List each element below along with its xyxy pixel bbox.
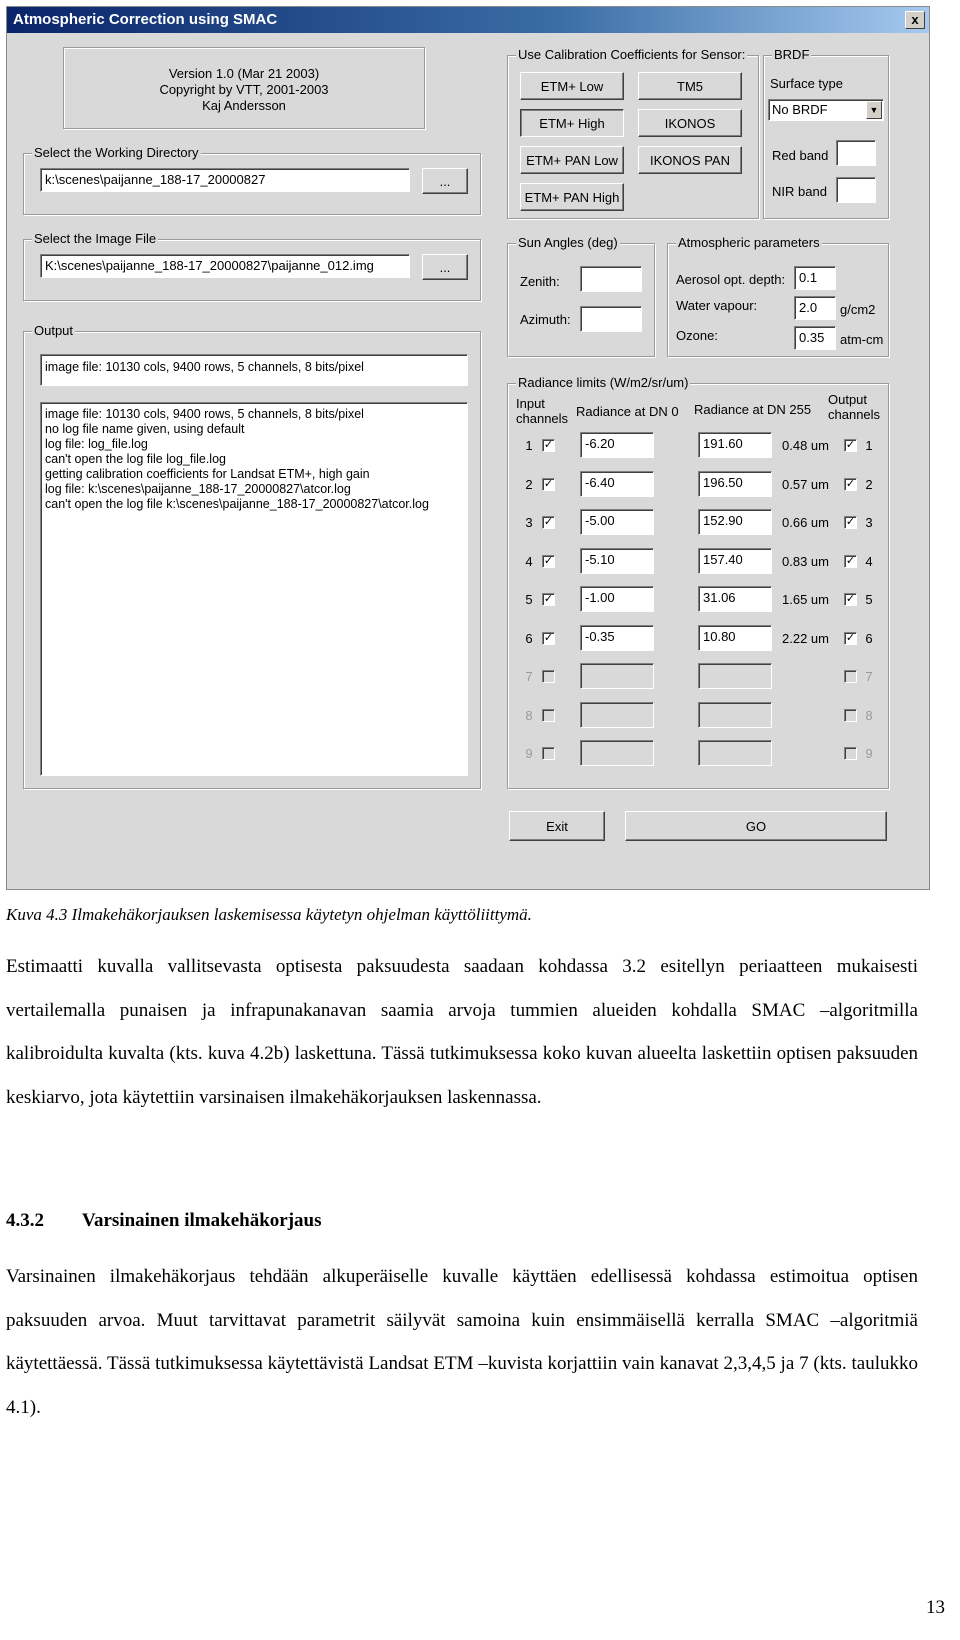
red-band-input[interactable]: [836, 140, 876, 166]
radiance-row-7: [508, 663, 888, 693]
radiance-dn0-input[interactable]: -0.35: [580, 625, 654, 651]
output-channel-checkbox[interactable]: ✓: [845, 516, 856, 528]
output-channel-checkbox[interactable]: [844, 670, 857, 683]
input-channel-number: 6: [525, 630, 533, 646]
channel-wavelength: 0.66 um: [782, 515, 829, 530]
exit-button[interactable]: Exit: [509, 811, 605, 841]
water-vapour-unit: g/cm2: [840, 302, 876, 317]
channel-wavelength: 0.83 um: [782, 553, 829, 569]
radiance-dn0-input[interactable]: -5.10: [580, 548, 654, 574]
radiance-row-4: [508, 548, 888, 578]
input-channel-number: 2: [525, 476, 533, 492]
go-button[interactable]: GO: [625, 811, 887, 841]
output-channel-number: 1: [865, 438, 873, 453]
working-directory-group: [23, 145, 481, 215]
input-channel-checkbox[interactable]: ✓: [543, 554, 554, 567]
ozone-label: Ozone:: [676, 328, 718, 343]
output-channel-checkbox[interactable]: ✓: [845, 631, 856, 644]
input-channel-number: 3: [525, 515, 533, 530]
radiance-row-1: [508, 432, 888, 462]
input-channels-header-2: channels: [516, 411, 569, 426]
figure-caption: Kuva 4.3 Ilmakehäkorjauksen laskemisessa käytetyn ohjelman käyttöliittymä.: [6, 905, 532, 924]
smac-window: [6, 6, 930, 890]
working-directory-title: Select the Working Directory: [34, 145, 199, 160]
input-channel-checkbox[interactable]: ✓: [543, 516, 554, 528]
output-channel-checkbox[interactable]: ✓: [845, 477, 856, 490]
radiance-dn0-input[interactable]: -5.00: [580, 509, 654, 535]
surface-type-select[interactable]: [768, 99, 884, 121]
output-channel-checkbox[interactable]: ✓: [845, 439, 856, 451]
output-channel-number: 9: [865, 746, 873, 761]
browse-directory-button[interactable]: ...: [422, 168, 468, 194]
channel-wavelength: 2.22 um: [782, 630, 829, 646]
output-channel-number: 4: [865, 553, 873, 569]
output-channel-number: 6: [865, 630, 873, 646]
etm-low-button[interactable]: ETM+ Low: [520, 72, 624, 100]
brdf-group: [763, 47, 889, 219]
surface-type-label: Surface type: [770, 76, 843, 91]
section-title: Varsinainen ilmakehäkorjaus: [82, 1210, 322, 1231]
input-channel-number: 7: [525, 669, 533, 684]
input-channel-number: 1: [525, 438, 533, 453]
radiance-dn255-input[interactable]: [698, 702, 772, 728]
etm-pan-high-button[interactable]: ETM+ PAN High: [520, 183, 624, 211]
radiance-dn0-input[interactable]: -1.00: [580, 586, 654, 612]
radiance-dn0-header: Radiance at DN 0: [576, 404, 679, 419]
radiance-row-3: [508, 509, 888, 539]
calibration-group: [507, 47, 759, 219]
section-heading: [6, 1210, 918, 1232]
output-channel-number: 2: [865, 476, 873, 492]
radiance-dn255-input[interactable]: 31.06: [698, 586, 772, 612]
image-file-title: Select the Image File: [34, 231, 157, 246]
radiance-dn0-input[interactable]: [580, 663, 654, 689]
azimuth-input[interactable]: [580, 306, 642, 332]
radiance-dn255-input[interactable]: 191.60: [698, 432, 772, 458]
copyright-text: Copyright by VTT, 2001-2003: [159, 82, 329, 97]
channel-wavelength: 1.65 um: [782, 592, 829, 607]
atmospheric-parameters-group: [667, 235, 889, 357]
radiance-limits-title: Radiance limits (W/m2/sr/um): [518, 375, 689, 390]
azimuth-label: Azimuth:: [520, 312, 571, 327]
input-channels-header-1: Input: [516, 396, 545, 411]
output-title: Output: [34, 323, 74, 338]
input-channel-checkbox[interactable]: ✓: [543, 593, 554, 605]
radiance-dn255-header: Radiance at DN 255: [694, 402, 812, 417]
radiance-dn0-input[interactable]: -6.40: [580, 471, 654, 497]
radiance-dn255-input[interactable]: [698, 663, 772, 689]
input-channel-checkbox[interactable]: [542, 709, 555, 722]
output-channel-number: 5: [865, 592, 873, 607]
image-file-group: [23, 231, 481, 301]
radiance-row-6: [508, 625, 888, 655]
ikonos-pan-button[interactable]: IKONOS PAN: [638, 146, 742, 174]
page-number: 13: [926, 1597, 945, 1618]
radiance-dn0-input[interactable]: -6.20: [580, 432, 654, 458]
output-group: [23, 323, 481, 789]
ozone-input[interactable]: 0.35: [794, 326, 836, 350]
browse-image-button[interactable]: ...: [422, 254, 468, 280]
zenith-input[interactable]: [580, 266, 642, 292]
input-channel-checkbox[interactable]: ✓: [543, 477, 554, 490]
image-file-input[interactable]: K:\scenes\paijanne_188-17_20000827\paijanne_012.img: [40, 254, 410, 278]
version-text: Version 1.0 (Mar 21 2003): [168, 66, 320, 81]
nir-band-input[interactable]: [836, 177, 876, 203]
output-channels-header-2: channels: [828, 407, 881, 422]
radiance-dn255-input[interactable]: [698, 740, 772, 766]
log-line: log file: log_file.log: [45, 437, 148, 451]
output-channel-number: 8: [865, 707, 873, 723]
paragraph-estimate: Estimaatti kuvalla vallitsevasta optisesta paksuudesta saadaan kohdassa 3.2 esitellyn periaatteen mukaisesti vertailemalla punaisen ja infrapunakanavan saamia arvoja tummien alueiden kohdalla SMAC –algoritmilla kalibroidulta kuvalta (kts. kuva 4.2b) laskettuna. Tässä tutkimuksessa koko kuvan alueelta laskettiin optisen paksuuden keskiarvo, jota käytettiin varsinaisen ilmakehäkorjauksen laskennassa.: [6, 956, 918, 1108]
calibration-title: Use Calibration Coefficients for Sensor:: [518, 47, 746, 62]
input-channel-number: 9: [525, 746, 533, 761]
radiance-dn255-input[interactable]: 157.40: [698, 548, 772, 574]
input-channel-checkbox[interactable]: ✓: [543, 631, 554, 644]
output-channel-checkbox[interactable]: ✓: [845, 554, 856, 567]
close-button[interactable]: x: [905, 11, 925, 29]
channel-wavelength: 0.48 um: [782, 438, 829, 453]
version-box: [63, 47, 425, 129]
input-channel-checkbox[interactable]: [542, 747, 555, 760]
input-channel-number: 4: [525, 553, 533, 569]
chevron-down-icon[interactable]: ▼: [866, 101, 882, 119]
sun-angles-group: [507, 235, 655, 357]
input-channel-number: 8: [525, 707, 533, 723]
window-title: Atmospheric Correction using SMAC: [13, 11, 278, 28]
radiance-dn255-input[interactable]: 10.80: [698, 625, 772, 651]
radiance-row-5: [508, 586, 888, 616]
atmospheric-parameters-title: Atmospheric parameters: [678, 235, 820, 250]
output-channel-checkbox[interactable]: [844, 709, 857, 722]
zenith-label: Zenith:: [520, 274, 560, 289]
output-log[interactable]: [40, 402, 468, 776]
sun-angles-title: Sun Angles (deg): [518, 235, 618, 250]
radiance-row-9: [508, 740, 888, 770]
ikonos-button[interactable]: IKONOS: [638, 109, 742, 137]
author-text: Kaj Andersson: [202, 98, 286, 113]
brdf-title: BRDF: [774, 47, 810, 62]
surface-type-value: No BRDF: [772, 102, 828, 117]
paragraph-correction: Varsinainen ilmakehäkorjaus tehdään alkuperäiselle kuvalle käyttäen edellisessä kohdassa estimoitua optisen paksuuden arvoa. Muut tarvittavat parametrit säilyvät samoina kuin ensimmäisellä kerralla SMAC –algoritmiä käytettäessä. Tässä tutkimuksessa käytettävistä Landsat ETM –kuvista korjattiin vain kanavat 2,3,4,5 ja 7 (kts. taulukko 4.1).: [6, 1266, 918, 1418]
nir-band-label: NIR band: [772, 184, 827, 199]
output-channels-header-1: Output: [828, 392, 868, 407]
water-vapour-input[interactable]: 2.0: [794, 296, 836, 320]
aerosol-input[interactable]: 0.1: [794, 266, 836, 290]
output-summary: image file: 10130 cols, 9400 rows, 5 channels, 8 bits/pixel: [40, 354, 468, 386]
radiance-dn255-input[interactable]: 152.90: [698, 509, 772, 535]
etm-high-button[interactable]: ETM+ High: [520, 109, 624, 137]
output-channel-number: 7: [865, 669, 873, 684]
input-channel-checkbox[interactable]: [542, 670, 555, 683]
log-line: log file: k:\scenes\paijanne_188-17_20000827\atcor.log: [45, 482, 351, 496]
log-line: image file: 10130 cols, 9400 rows, 5 channels, 8 bits/pixel: [45, 407, 364, 421]
radiance-limits-group: [507, 375, 889, 789]
tm5-button[interactable]: TM5: [638, 72, 742, 100]
output-channel-number: 3: [865, 515, 873, 530]
radiance-row-8: [508, 702, 888, 732]
log-line: getting calibration coefficients for Landsat ETM+, high gain: [45, 467, 370, 481]
red-band-label: Red band: [772, 148, 829, 163]
window-titlebar: [7, 7, 929, 33]
channel-wavelength: 0.57 um: [782, 476, 829, 492]
radiance-dn0-input[interactable]: [580, 740, 654, 766]
ozone-unit: atm-cm: [840, 332, 884, 347]
etm-pan-low-button[interactable]: ETM+ PAN Low: [520, 146, 624, 174]
radiance-row-2: [508, 471, 888, 501]
input-channel-checkbox[interactable]: ✓: [543, 439, 554, 451]
output-channel-checkbox[interactable]: [844, 747, 857, 760]
log-line: can't open the log file k:\scenes\paijanne_188-17_20000827\atcor.log: [45, 497, 429, 511]
log-line: can't open the log file log_file.log: [45, 452, 226, 466]
section-number: 4.3.2: [6, 1210, 44, 1231]
log-line: no log file name given, using default: [45, 422, 245, 436]
water-vapour-label: Water vapour:: [676, 298, 758, 313]
working-directory-input[interactable]: k:\scenes\paijanne_188-17_20000827: [40, 168, 410, 192]
radiance-dn255-input[interactable]: 196.50: [698, 471, 772, 497]
aerosol-label: Aerosol opt. depth:: [676, 272, 786, 287]
output-channel-checkbox[interactable]: ✓: [845, 593, 856, 605]
radiance-dn0-input[interactable]: [580, 702, 654, 728]
input-channel-number: 5: [525, 592, 533, 607]
